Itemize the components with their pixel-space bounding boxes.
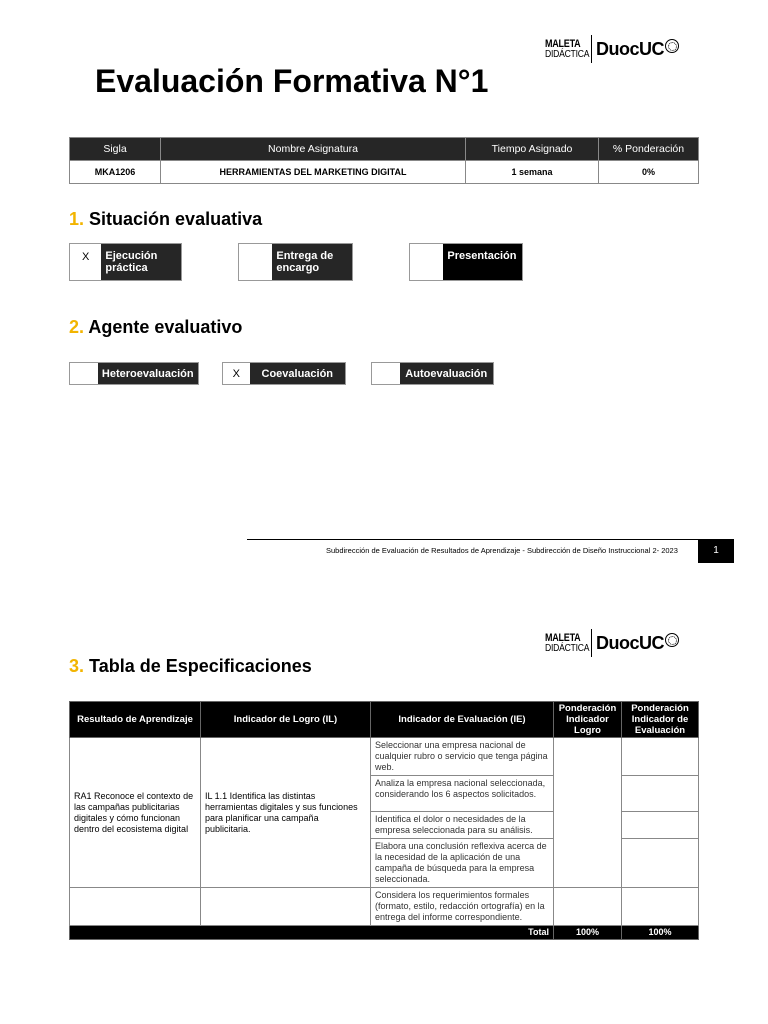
indicador-evaluacion-cell: Seleccionar una empresa nacional de cualquier rubro o servicio que tenga página web.	[371, 738, 554, 776]
ponderacion-value: 0%	[599, 161, 699, 184]
section-agente-evaluativo: 2. Agente evaluativo	[69, 317, 243, 337]
total-row	[70, 926, 699, 940]
label-ejecucion-practica: Ejecución práctica	[101, 244, 181, 280]
header-sigla: Sigla	[70, 138, 161, 161]
checkbox-heteroevaluacion[interactable]	[70, 363, 98, 384]
duocuc-seal-icon	[665, 633, 679, 647]
empty-cell	[70, 888, 201, 926]
page-title: Evaluación Formativa N°1	[95, 63, 489, 99]
option-autoevaluacion[interactable]	[371, 362, 494, 385]
ponderacion-evaluacion-cell	[622, 776, 699, 812]
spec-header-row	[70, 702, 699, 738]
checkbox-coevaluacion[interactable]: X	[223, 363, 250, 384]
duocuc-logo-page2	[545, 628, 679, 658]
label-coevaluacion: Coevaluación	[250, 363, 345, 384]
header-indicador-logro: Indicador de Logro (IL)	[201, 702, 371, 738]
footer-text: Subdirección de Evaluación de Resultados de Aprendizaje - Subdirección de Diseño Instruccional 2- 2023	[326, 546, 678, 555]
checkbox-entrega-encargo[interactable]	[239, 244, 272, 280]
asignatura-value: HERRAMIENTAS DEL MARKETING DIGITAL	[161, 161, 466, 184]
total-ponderacion-logro: 100%	[554, 926, 622, 940]
indicador-evaluacion-cell: Considera los requerimientos formales (formato, estilo, redacción ortografía) en la entrega del informe correspondiente.	[371, 888, 554, 926]
table-row	[70, 738, 699, 776]
ponderacion-logro-cell	[554, 888, 622, 926]
header-ponderacion: % Ponderación	[599, 138, 699, 161]
header-tiempo-asignado: Tiempo Asignado	[466, 138, 599, 161]
section-situacion-evaluativa: 1. Situación evaluativa	[69, 209, 263, 229]
footer-rule	[247, 539, 698, 540]
indicador-evaluacion-cell: Elabora una conclusión reflexiva acerca de la necesidad de la aplicación de una campaña de búsqueda para la empresa seleccionada.	[371, 839, 554, 888]
label-presentacion: Presentación	[443, 244, 522, 280]
option-ejecucion-practica[interactable]	[69, 243, 182, 281]
ponderacion-evaluacion-cell	[622, 812, 699, 839]
sigla-value: MKA1206	[70, 161, 161, 184]
logo-separator	[591, 35, 592, 63]
page-number: 1	[698, 539, 734, 563]
total-ponderacion-evaluacion: 100%	[622, 926, 699, 940]
ponderacion-evaluacion-cell	[622, 738, 699, 776]
indicador-logro-cell: IL 1.1 Identifica las distintas herramientas digitales y sus funciones para planificar una campaña publicitaria.	[201, 738, 371, 888]
table-row	[70, 888, 699, 926]
ponderacion-evaluacion-cell	[622, 888, 699, 926]
logo-separator	[591, 629, 592, 657]
course-info-row	[70, 161, 699, 184]
checkbox-autoevaluacion[interactable]	[372, 363, 400, 384]
course-info-table	[69, 137, 699, 184]
header-ponderacion-logro: Ponderación Indicador Logro	[554, 702, 622, 738]
indicador-evaluacion-cell: Analiza la empresa nacional seleccionada, considerando los 6 aspectos solicitados.	[371, 776, 554, 812]
header-ponderacion-evaluacion: Ponderación Indicador de Evaluación	[622, 702, 699, 738]
tiempo-value: 1 semana	[466, 161, 599, 184]
option-entrega-encargo[interactable]	[238, 243, 353, 281]
resultado-aprendizaje-cell: RA1 Reconoce el contexto de las campañas publicitarias digitales y cómo funcionan dentro del ecosistema digital	[70, 738, 201, 888]
section-tabla-especificaciones: 3. Tabla de Especificaciones	[69, 656, 312, 676]
checkbox-ejecucion-practica[interactable]: X	[70, 244, 101, 280]
course-info-header	[70, 138, 699, 161]
header-nombre-asignatura: Nombre Asignatura	[161, 138, 466, 161]
option-coevaluacion[interactable]	[222, 362, 346, 385]
indicador-evaluacion-cell: Identifica el dolor o necesidades de la empresa seleccionada para su análisis.	[371, 812, 554, 839]
label-heteroevaluacion: Heteroevaluación	[98, 363, 198, 384]
duocuc-logo	[545, 34, 679, 64]
maleta-didactica-logo: MALETA DIDÁCTICA	[545, 38, 590, 60]
empty-cell	[201, 888, 371, 926]
option-heteroevaluacion[interactable]	[69, 362, 199, 385]
duocuc-wordmark: DuocUC	[596, 632, 664, 653]
maleta-didactica-logo: MALETA DIDÁCTICA	[545, 632, 590, 654]
ponderacion-evaluacion-cell	[622, 839, 699, 888]
checkbox-presentacion[interactable]	[410, 244, 443, 280]
label-autoevaluacion: Autoevaluación	[400, 363, 493, 384]
header-resultado-aprendizaje: Resultado de Aprendizaje	[70, 702, 201, 738]
total-label: Total	[70, 926, 554, 940]
header-indicador-evaluacion: Indicador de Evaluación (IE)	[371, 702, 554, 738]
label-entrega-encargo: Entrega de encargo	[272, 244, 352, 280]
specifications-table	[69, 701, 699, 940]
duocuc-seal-icon	[665, 39, 679, 53]
option-presentacion[interactable]	[409, 243, 523, 281]
ponderacion-logro-cell	[554, 738, 622, 888]
duocuc-wordmark: DuocUC	[596, 38, 664, 59]
